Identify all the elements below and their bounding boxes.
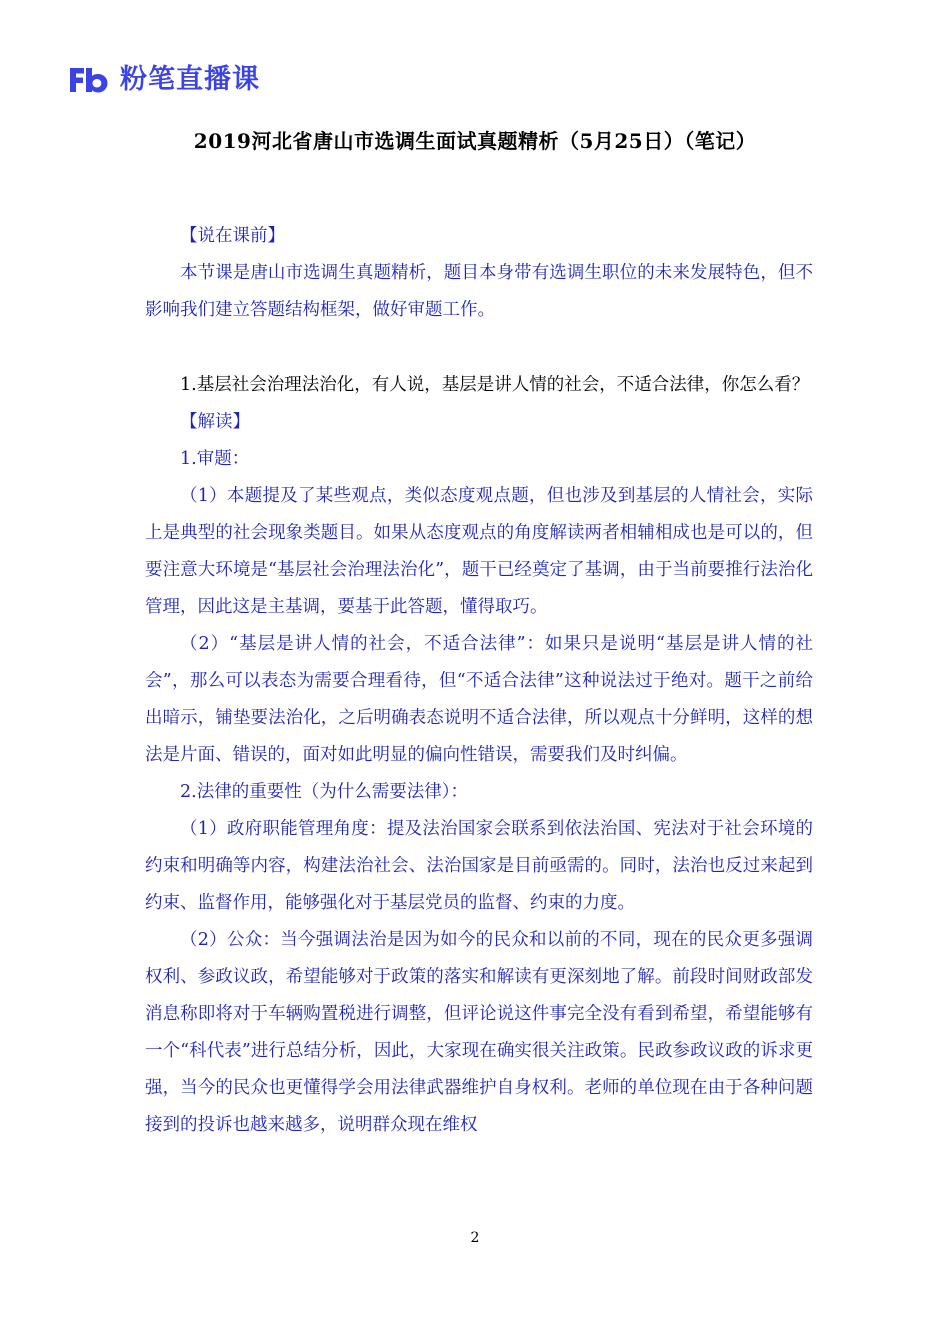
interpret-heading: 【解读】 [180, 412, 250, 432]
document-body [145, 218, 813, 1144]
step1-paragraph-2: （2）“基层是讲人情的社会，不适合法律”：如果只是说明“基层是讲人情的社会”，那么可以表态为需要合理看待，但“不适合法律”这种说法过于绝对。题干之前给出暗示，铺垫要法治化，之后明确表态说明不适合法律，所以观点十分鲜明，这样的想法是片面、错误的，面对如此明显的偏向性错误，需要我们及时纠偏。 [145, 634, 813, 765]
question-text: 1.基层社会治理法治化，有人说，基层是讲人情的社会，不适合法律，你怎么看？ [180, 375, 810, 395]
page-number: 2 [470, 1230, 480, 1246]
preface-heading: 【说在课前】 [180, 226, 285, 246]
step1-heading: 1.审题： [180, 449, 250, 469]
logo-text: 粉笔直播课 [120, 64, 260, 95]
step2-paragraph-2: （2）公众：当今强调法治是因为如今的民众和以前的不同，现在的民众更多强调权利、参政议政，希望能够对于政策的落实和解读有更深刻地了解。前段时间财政部发消息称即将对于车辆购置税进行调整，但评论说这件事完全没有看到希望，希望能够有一个“科代表”进行总结分析，因此，大家现在确实很关注政策。民政参政议政的诉求更强，当今的民众也更懂得学会用法律武器维护自身权利。老师的单位现在由于各种问题接到的投诉也越来越多，说明群众现在维权 [145, 930, 813, 1135]
document-title: 2019河北省唐山市选调生面试真题精析（5月25日）（笔记） [193, 129, 757, 153]
step1-paragraph-1: （1）本题提及了某些观点，类似态度观点题，但也涉及到基层的人情社会，实际上是典型的社会现象类题目。如果从态度观点的角度解读两者相辅相成也是可以的，但要注意大环境是“基层社会治理法治化”，题干已经奠定了基调，由于当前要推行法治化管理，因此这是主基调，要基于此答题，懂得取巧。 [145, 486, 813, 617]
brand-logo [68, 60, 260, 100]
preface-paragraph: 本节课是唐山市选调生真题精析，题目本身带有选调生职位的未来发展特色，但不影响我们建立答题结构框架，做好审题工作。 [145, 263, 813, 320]
step2-paragraph-1: （1）政府职能管理角度：提及法治国家会联系到依法治国、宪法对于社会环境的约束和明确等内容，构建法治社会、法治国家是目前亟需的。同时，法治也反过来起到约束、监督作用，能够强化对于基层党员的监督、约束的力度。 [145, 819, 813, 913]
fb-logo-icon [68, 65, 110, 95]
step2-heading: 2.法律的重要性（为什么需要法律）： [180, 782, 468, 802]
spacer [145, 329, 813, 367]
